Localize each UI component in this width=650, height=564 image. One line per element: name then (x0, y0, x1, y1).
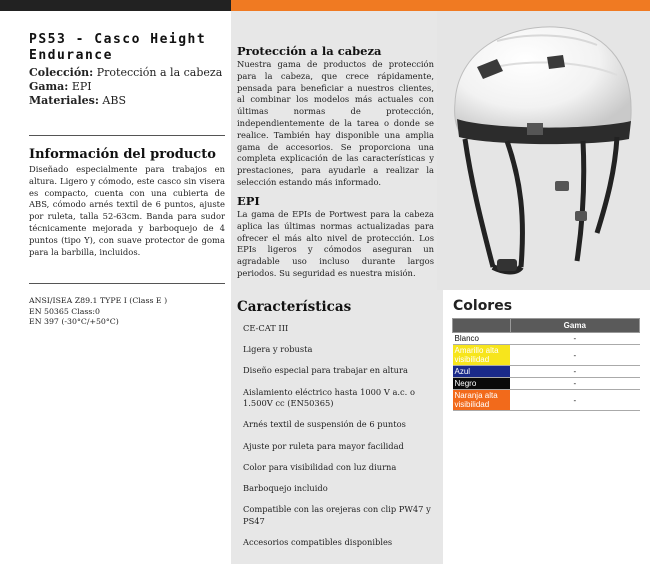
color-range-value: - (510, 390, 639, 411)
standard-item: EN 50365 Class:0 (29, 306, 100, 316)
collection-row (29, 66, 222, 80)
info-heading: Información del producto (29, 147, 216, 162)
epi-text: La gama de EPIs de Portwest para la cabeza aplica las últimas normas actualizadas para ofrecer el más alto nivel de protección. Los EPIs ligeros y cómodos aseguran un agradable uso incluso durante largos periodos. Su seguridad es nuestra misión. (237, 209, 434, 278)
helmet-image (437, 11, 650, 290)
table-header-row (453, 319, 640, 333)
standards-list (29, 296, 167, 328)
materials-row (29, 94, 126, 108)
feature-item: Diseño especial para trabajar en altura (243, 365, 408, 376)
table-row (453, 390, 640, 411)
column-header-gama: Gama (510, 319, 639, 333)
standard-item: ANSI/ISEA Z89.1 TYPE I (Class E ) (29, 296, 168, 305)
info-text: Diseñado especialmente para trabajos en altura. Ligero y cómodo, este casco sin visera es compacto, cuenta con una cubierta de ABS, cómodo arnés textil de 6 puntos, ajuste por ruleta, talla 52-63cm. Banda para sudor técnicamente mejorada y barboquejo de 4 puntos (tipo Y), con suave protector de goma para la barbilla, incluidos. (29, 164, 225, 257)
feature-item: Ligera y robusta (243, 344, 313, 355)
color-range-value: - (510, 333, 639, 345)
table-row (453, 378, 640, 390)
epi-heading: EPI (237, 194, 260, 208)
table-row (453, 366, 640, 378)
range-value: EPI (71, 80, 92, 93)
divider (29, 135, 225, 136)
table-row (453, 333, 640, 345)
color-range-value: - (510, 366, 639, 378)
range-label: Gama: (29, 80, 69, 93)
materials-value: ABS (102, 94, 126, 107)
feature-item: Color para visibilidad con luz diurna (243, 461, 397, 472)
divider (29, 283, 225, 284)
collection-value: Protección a la cabeza (96, 66, 223, 79)
protection-heading: Protección a la cabeza (237, 44, 382, 58)
feature-item: CE-CAT III (243, 323, 289, 333)
protection-text: Nuestra gama de productos de protección para la cabeza, que crece rápidamente, pensada para beneficiar a nuestros clientes, al combinar los modelos más actuales con últimas normas de protección, independientemente de la tarea o donde se realice. También hay disponible una amplia gama de accesorios. Se proporciona una completa explicación de las características y prestaciones, para ayudarle a realizar la selección estando más informado. (237, 59, 434, 187)
colors-heading: Colores (453, 298, 513, 314)
features-list (243, 323, 433, 558)
materials-label: Materiales: (29, 94, 99, 107)
feature-item: Accesorios compatibles disponibles (243, 536, 393, 547)
feature-item: Compatible con las orejeras con clip PW47 y PS47 (243, 504, 431, 526)
feature-item: Ajuste por ruleta para mayor facilidad (243, 440, 404, 451)
color-range-value: - (510, 345, 639, 366)
color-name: Amarillo alta visibilidad (453, 345, 511, 366)
color-range-value: - (510, 378, 639, 390)
top-bar-accent (231, 0, 650, 11)
product-title: PS53 - Casco Height Endurance (29, 32, 207, 63)
standard-item: EN 397 (-30°C/+50°C) (29, 317, 119, 327)
color-name: Blanco (453, 333, 511, 345)
features-heading: Características (237, 299, 352, 315)
colors-table (452, 318, 640, 411)
top-bar-dark (0, 0, 231, 11)
feature-item: Arnés textil de suspensión de 6 puntos (243, 419, 406, 430)
feature-item: Aislamiento eléctrico hasta 1000 V a.c. o 1.500V cc (EN50365) (243, 386, 415, 409)
feature-item: Barboquejo incluido (243, 482, 328, 493)
color-name: Naranja alta visibilidad (453, 390, 511, 411)
range-row (29, 80, 92, 94)
table-row (453, 345, 640, 366)
color-name: Negro (453, 378, 511, 390)
color-name: Azul (453, 366, 511, 378)
collection-label: Colección: (29, 66, 94, 79)
